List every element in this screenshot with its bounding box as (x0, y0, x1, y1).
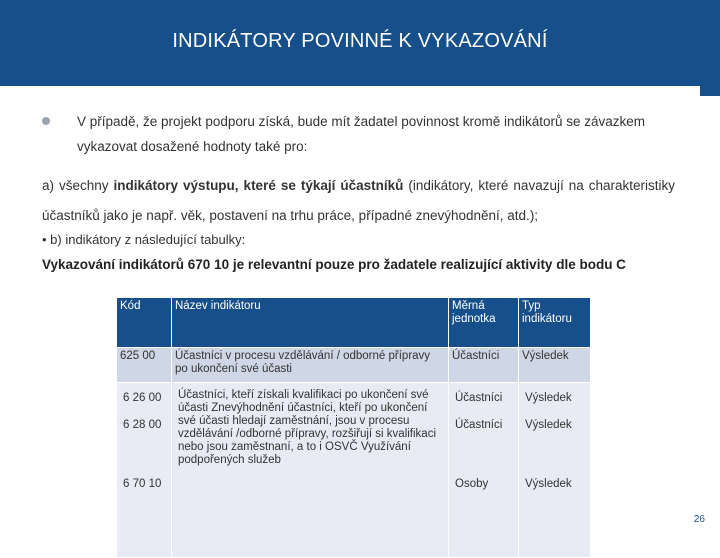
table-row (117, 348, 591, 383)
header-code: Kód (117, 298, 172, 348)
table-caption: Vykazování indikátorů 670 10 je relevantní pouze pro žadatele realizující aktivity dle bodu C (42, 257, 626, 272)
paragraph-a (42, 171, 675, 231)
slide-title: INDIKÁTORY POVINNÉ K VYKAZOVÁNÍ (172, 30, 548, 52)
cell-type: Výsledek (519, 348, 591, 383)
header-accent (700, 86, 720, 96)
cell-codes (117, 383, 172, 558)
code-item: 6 28 00 (123, 419, 162, 431)
type-item: Výsledek (525, 419, 572, 431)
table-row (117, 383, 591, 558)
cell-code: 625 00 (117, 348, 172, 383)
paragraph-a-end: (indikátory, které navazují na charakteristiky účastníků jako je např. věk, postavení na trhu práce, případné znevýhodnění, atd.); (42, 178, 675, 223)
unit-item: Účastníci (455, 392, 503, 404)
page-number: 26 (693, 514, 705, 525)
bullet-text: V případě, že projekt podporu získá, bude mít žadatel povinnost kromě indikátorů se závazkem vykazovat dosažené hodnoty také pro: (77, 114, 646, 154)
cell-name: Účastníci v procesu vzdělávání / odborné přípravy po ukončení své účasti (172, 348, 449, 383)
header-name: Název indikátoru (172, 298, 449, 348)
bullet-dot-icon (42, 117, 50, 125)
paragraph-a-start: a) všechny (42, 178, 114, 193)
unit-item: Osoby (455, 478, 489, 490)
code-item: 6 26 00 (123, 392, 162, 404)
unit-item: Účastníci (455, 419, 503, 431)
cell-unit: Účastníci (449, 348, 519, 383)
cell-names (172, 383, 449, 558)
cell-types (519, 383, 591, 558)
indicator-names: Účastníci, kteří získali kvalifikaci po ukončení své účasti Znevýhodnění účastníci, kteří po ukončení své účasti hledají zaměstnání, jsou v procesu vzdělávání /odborné přípravy, rozšiřují si kvalifikaci nebo jsou zaměstnaní, a to i OSVČ Využívání podpořených služeb (178, 389, 437, 466)
table-header-row (117, 298, 591, 348)
cell-units (449, 383, 519, 558)
header-type: Typ indikátoru (519, 298, 591, 348)
indicator-table (116, 297, 591, 558)
type-item: Výsledek (525, 392, 572, 404)
title-bar (0, 0, 720, 86)
paragraph-a-bold: indikátory výstupu, které se týkají účastníků (113, 178, 404, 193)
code-item: 6 70 10 (123, 478, 162, 490)
paragraph-b: • b) indikátory z následující tabulky: (42, 232, 246, 247)
type-item: Výsledek (525, 478, 572, 490)
header-unit: Měrná jednotka (449, 298, 519, 348)
